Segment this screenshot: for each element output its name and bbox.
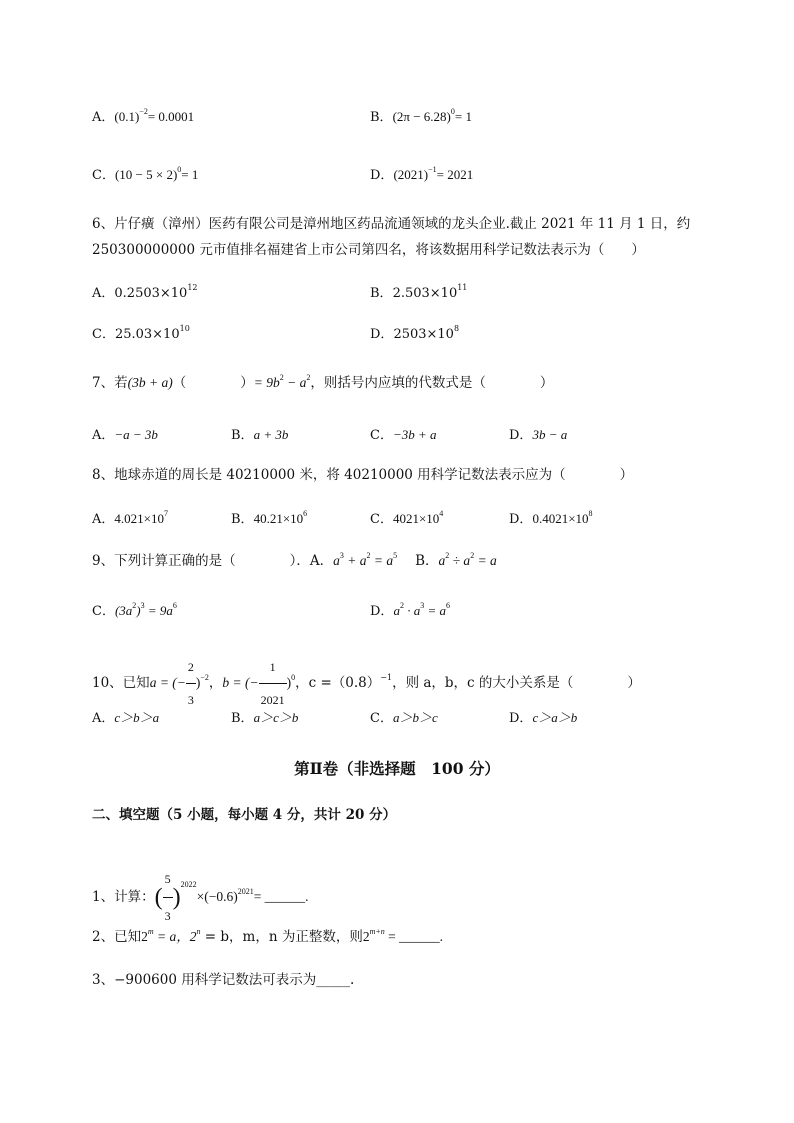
denominator: 3 (187, 693, 194, 707)
q9-stem-text: 9、下列计算正确的是（ ）． (92, 553, 310, 569)
expr: 2.503×10 (392, 286, 458, 301)
exponent: 6 (172, 601, 177, 610)
section-heading: 二、填空题（5 小题，每小题 4 分，共计 20 分） (92, 807, 397, 823)
option-letter: C． (92, 327, 115, 342)
exponent: 0 (177, 165, 182, 174)
q10-stem: 10、已知a = (− $\frac{2}{3}$ )$^{-2}$，b = (− $\frac{1}{2021}$ )$^0$，$c =(0.8)^{-1}$，则 a，b，c 的大小关系是（ ） (92, 652, 641, 715)
expr: 3b − a (532, 427, 568, 442)
option-letter: A． (309, 553, 334, 569)
fill-prefix: 1、计算： (92, 889, 155, 905)
fill-question-3: 3、−900600 用科学记数法可表示为_____. (92, 972, 355, 988)
denominator: 2021 (260, 693, 285, 707)
q8-option-a (92, 509, 168, 527)
q7-option-d (509, 428, 567, 442)
q6-option-c (92, 324, 190, 342)
numerator: 1 (259, 652, 287, 684)
q10-option-c (370, 711, 438, 725)
expr: ) (136, 603, 141, 618)
option-letter: D． (370, 327, 394, 342)
q6-stem-line2: 250300000000 元市值排名福建省上市公司第四名，将该数据用科学记数法表示为（ ） (92, 242, 645, 258)
exponent: 5 (393, 551, 398, 560)
expr: a＞c＞b (253, 710, 299, 725)
exponent: 2 (366, 551, 371, 560)
q9-option-c (92, 601, 177, 619)
exponent: −2 (139, 107, 148, 116)
exponent: 8 (453, 324, 460, 333)
expr: 0.2503×10 (114, 286, 188, 301)
exponent: 8 (588, 509, 593, 518)
q10-suffix: ，则 a，b，c 的大小关系是（ ） (392, 675, 641, 691)
exponent: 2022 (180, 880, 197, 889)
expr: c＞b＞a (114, 710, 160, 725)
part-title: 第Ⅱ卷（非选择题 100 分） (294, 759, 500, 778)
exponent: 12 (187, 283, 198, 292)
expr: ÷ a (449, 553, 471, 568)
expr: = b，m，n 为正整数，则 (200, 929, 363, 945)
expr: (10 − 5 × 2) (114, 167, 178, 182)
q5-option-d (370, 165, 474, 183)
exponent: 3 (339, 551, 344, 560)
exponent: 3 (420, 601, 425, 610)
expr: −3b + a (392, 427, 437, 442)
option-letter: B． (231, 711, 254, 726)
expr: 40.21×10 (253, 511, 304, 526)
expr: = a (424, 603, 446, 618)
exponent: 2 (445, 551, 450, 560)
option-letter: B． (370, 110, 393, 125)
option-letter: A． (92, 428, 115, 443)
expr: = 0.0001 (147, 109, 195, 124)
expr: = 9a (144, 603, 173, 618)
option-letter: B． (415, 553, 439, 569)
fraction (186, 652, 196, 715)
expr: (2021) (393, 167, 429, 182)
q9-stem (92, 551, 497, 569)
q7-prefix: 7、若 (92, 375, 128, 391)
option-letter: C． (92, 604, 115, 619)
q7-blank: （ ） (172, 375, 254, 391)
expr: a＞b＞c (392, 710, 438, 725)
exponent: 2 (470, 551, 475, 560)
q10-option-a (92, 711, 159, 725)
q7-option-b (231, 428, 288, 442)
exponent: −1 (428, 165, 437, 174)
expr: + a (343, 553, 367, 568)
option-letter: A． (92, 110, 115, 125)
exponent: m (147, 927, 154, 936)
exponent: 2 (132, 601, 137, 610)
fill-prefix: 2、已知 (92, 929, 142, 945)
option-letter: B． (231, 512, 254, 527)
option-letter: B． (231, 428, 254, 443)
exponent: 2 (279, 373, 284, 382)
exponent: m+n (369, 927, 385, 936)
q8-stem: 8、地球赤道的周长是 40210000 米，将 40210000 用科学记数法表示应为（ ） (92, 467, 634, 483)
q7-factor: (3b + a) (127, 375, 173, 390)
fill-question-1: 1、计算：( $\frac{5}{3}$ )$^{2022}\times(-0.6)^{2021}=$ ______. (92, 862, 309, 933)
exponent: −2 (200, 673, 209, 682)
q10-option-b (231, 711, 298, 725)
q8-option-d (509, 509, 593, 527)
expr: a + 3b (253, 427, 289, 442)
expr: a (393, 603, 400, 618)
expr: c＞a＞b (532, 710, 578, 725)
expr: · a (403, 603, 421, 618)
q8-option-b (231, 509, 308, 527)
fill-question-2 (92, 927, 444, 945)
option-letter: D． (509, 428, 533, 443)
option-letter: C． (370, 428, 393, 443)
expr: = a (370, 553, 394, 568)
expr: (2π − 6.28) (392, 109, 451, 124)
exponent: −1 (380, 673, 393, 682)
expr: 2 (141, 929, 148, 944)
expr: = 1 (454, 109, 472, 124)
q8-option-c (370, 509, 444, 527)
expr: 0.4021×10 (532, 511, 589, 526)
q7-suffix: ，则括号内应填的代数式是（ ） (310, 375, 554, 391)
numerator: 2 (186, 652, 196, 684)
exponent: 4 (439, 509, 444, 518)
q5-option-c (92, 165, 199, 183)
expr: 2503×10 (393, 327, 454, 342)
answer-blank: = ______. (384, 929, 444, 944)
expr: (3a (114, 603, 133, 618)
q10-option-d (509, 711, 577, 725)
q6-option-d (370, 324, 460, 342)
option-letter: C． (370, 512, 393, 527)
option-letter: C． (92, 168, 115, 183)
q7-option-a (92, 428, 158, 442)
expr: = a，2 (153, 929, 197, 944)
expr: ×(−0.6) (196, 889, 238, 904)
option-letter: A． (92, 286, 115, 301)
fraction (163, 862, 173, 933)
q10-c-def: c =（0.8） (308, 675, 381, 691)
option-letter: B． (370, 286, 393, 301)
expr: 4.021×10 (114, 511, 164, 526)
exponent: 2021 (237, 887, 254, 896)
option-letter: D． (509, 512, 533, 527)
exponent: 6 (303, 509, 308, 518)
exponent: 6 (445, 601, 450, 610)
option-letter: D． (370, 604, 394, 619)
expr: a (438, 553, 446, 568)
exponent: 10 (179, 324, 190, 333)
exponent: 2 (306, 373, 311, 382)
expr: = 2021 (436, 167, 474, 182)
expr: (0.1) (114, 109, 140, 124)
exponent: 11 (457, 283, 468, 292)
exponent: 0 (291, 673, 296, 682)
q7-rhs: − a (283, 375, 307, 390)
q7-stem (92, 373, 554, 391)
exponent: 3 (140, 601, 145, 610)
q10-a-def: a = (− (149, 675, 186, 690)
option-letter: C． (370, 711, 393, 726)
numerator: 5 (163, 862, 173, 898)
option-letter: D． (370, 168, 394, 183)
exponent: n (196, 927, 201, 936)
q6-option-b (370, 283, 468, 301)
fraction (259, 652, 287, 715)
expr: a (333, 553, 340, 568)
option-letter: D． (509, 711, 533, 726)
answer-blank: = ______. (253, 889, 309, 904)
q10-prefix: 10、已知 (92, 675, 150, 691)
q5-option-a (92, 107, 195, 125)
expr: 4021×10 (392, 511, 440, 526)
exponent: 7 (163, 509, 168, 518)
q6-option-a (92, 283, 198, 301)
option-letter: A． (92, 512, 115, 527)
q6-stem-line1: 6、片仔癀（漳州）医药有限公司是漳州地区药品流通领域的龙头企业.截止 2021 年 11 月 1 日，约 (92, 216, 691, 232)
expr: −a − 3b (114, 427, 158, 442)
q10-b-def: b = (− (222, 675, 259, 690)
expr: 2 (362, 929, 370, 944)
expr: 25.03×10 (114, 327, 180, 342)
expr: = a (474, 553, 497, 568)
q7-option-c (370, 428, 437, 442)
exponent: 2 (399, 601, 404, 610)
exponent: 0 (450, 107, 455, 116)
q5-option-b (370, 107, 472, 125)
q7-rhs: = 9b (253, 375, 280, 390)
q9-option-d (370, 601, 450, 619)
denominator: 3 (164, 909, 171, 923)
option-letter: A． (92, 711, 115, 726)
expr: = 1 (181, 167, 199, 182)
